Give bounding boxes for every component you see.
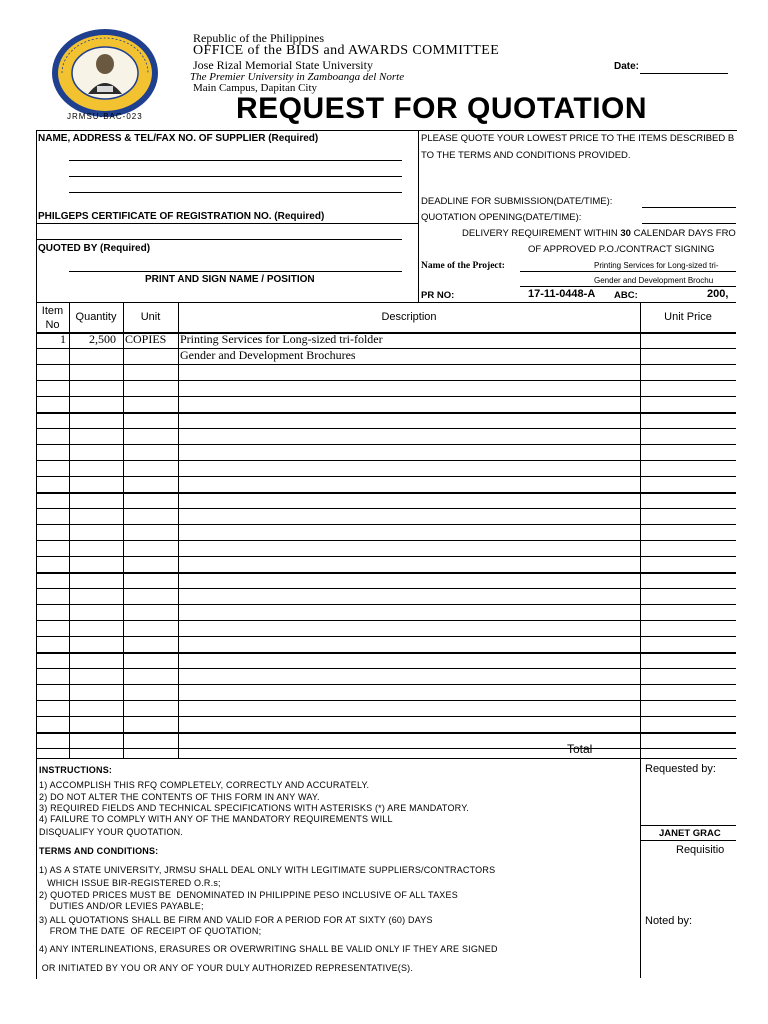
print-sign-label: PRINT AND SIGN NAME / POSITION [145,274,315,285]
philgeps-field[interactable] [36,223,418,224]
project-value-1: Printing Services for Long-sized tri- [594,261,719,270]
terms-line: WHICH ISSUE BIR-REGISTERED O.R.s; [39,878,221,888]
table-row [36,668,736,669]
delivery-requirement: DELIVERY REQUIREMENT WITHIN 30 CALENDAR DAYS FRO [462,228,736,239]
table-row [36,412,736,414]
header-unit: Unit [140,311,161,323]
form-code: JRMSU-BAC-023 [67,112,143,121]
terms-title: TERMS AND CONDITIONS: [39,846,159,856]
row1-item: 1 [60,332,66,346]
delivery-line2: OF APPROVED P.O./CONTRACT SIGNING [528,244,715,255]
terms-line: 1) AS A STATE UNIVERSITY, JRMSU SHALL DEAL ONLY WITH LEGITIMATE SUPPLIERS/CONTRACTORS [39,865,496,875]
table-row [36,492,736,494]
row1-quantity: 2,500 [89,332,116,346]
instruction-line: 4) FAILURE TO COMPLY WITH ANY OF THE MANDATORY REQUIREMENTS WILL [39,814,393,824]
header-unit-price: Unit Price [664,311,712,323]
col-line [178,302,179,758]
campus-line: Main Campus, Dapitan City [193,82,318,94]
table-row [36,652,736,654]
table-row [36,428,736,429]
total-label: Total [567,742,593,756]
row1-description: Printing Services for Long-sized tri-folder [180,332,383,346]
table-row [36,444,736,445]
pr-number: 17-11-0448-A [528,288,596,300]
table-row [36,364,736,365]
terms-line: 3) ALL QUOTATIONS SHALL BE FIRM AND VALID FOR A PERIOD FOR AT SIXTY (60) DAYS [39,915,433,925]
quoted-by-field[interactable] [69,271,402,272]
requested-by-label: Requested by: [645,763,716,775]
requester-role: Requisitio [676,844,725,856]
table-row [36,508,736,509]
university-seal-logo [50,28,160,118]
instruction-line: 3) REQUIRED FIELDS AND TECHNICAL SPECIFICATIONS WITH ASTERISKS (*) ARE MANDATORY. [39,803,469,813]
col-line [123,302,124,758]
table-row [36,620,736,621]
row2-description: Gender and Development Brochures [180,348,356,362]
document-title: REQUEST FOR QUOTATION [236,92,648,125]
abc-value: 200, [707,288,729,300]
university-name: Jose Rizal Memorial State University [193,58,373,72]
header-quantity: Quantity [75,311,117,323]
table-row [36,748,736,749]
supplier-name-field[interactable] [69,160,402,161]
instruction-line: 2) DO NOT ALTER THE CONTENTS OF THIS FORM IN ANY WAY. [39,792,320,802]
info-divider [418,130,419,302]
philgeps-label: PHILGEPS CERTIFICATE OF REGISTRATION NO. (Required) [38,211,325,222]
table-row [36,460,736,461]
table-row [36,396,736,397]
table-row [36,684,736,685]
instructions-title: INSTRUCTIONS: [39,765,113,775]
supplier-address-field[interactable] [69,176,402,177]
quote-intro-line2: TO THE TERMS AND CONDITIONS PROVIDED. [421,150,631,161]
instruction-line: 1) ACCOMPLISH THIS RFQ COMPLETELY, CORRECTLY AND ACCURATELY. [39,780,370,790]
philgeps-divider [36,239,402,240]
opening-field[interactable] [642,223,736,224]
table-row [36,700,736,701]
office-name: OFFICE of the BIDS and AWARDS COMMITTEE [193,43,500,58]
table-row [36,476,736,477]
table-row [36,556,736,557]
terms-line: 2) QUOTED PRICES MUST BE DENOMINATED IN PHILIPPINE PESO INCLUSIVE OF ALL TAXES [39,890,458,900]
items-table [36,302,736,758]
supplier-telfax-field[interactable] [69,192,402,193]
signatory-divider [640,758,641,978]
deadline-label: DEADLINE FOR SUBMISSION(DATE/TIME): [421,196,613,207]
project-label: Name of the Project: [421,261,505,271]
date-label: Date: [614,61,640,72]
table-row [36,524,736,525]
project-value-2: Gender and Development Brochu [594,276,714,285]
col-line [69,302,70,758]
table-row [36,348,736,349]
header-description: Description [381,311,437,323]
header-item-no: Item No [41,305,64,331]
pr-field-line [520,286,736,287]
table-top-border [36,302,736,303]
terms-line: DUTIES AND/OR LEVIES PAYABLE; [39,901,204,911]
col-line [36,302,37,758]
noted-by-label: Noted by: [645,915,693,927]
instruction-line: DISQUALIFY YOUR QUOTATION. [39,827,184,837]
row1-unit: COPIES [125,332,167,346]
republic-line: Republic of the Philippines [193,31,324,45]
quoted-by-label: QUOTED BY (Required) [38,243,151,254]
quote-intro-line1: PLEASE QUOTE YOUR LOWEST PRICE TO THE ITEMS DESCRIBED B [421,133,735,144]
pr-label: PR NO: [421,290,455,301]
supplier-name-label: NAME, ADDRESS & TEL/FAX NO. OF SUPPLIER (Required) [38,133,319,144]
table-row [36,636,736,637]
table-row [36,540,736,541]
delivery-days: 30 [620,228,631,239]
table-row [36,716,736,717]
university-tagline: The Premier University in Zamboanga del Norte [190,71,405,83]
table-row [36,732,736,734]
terms-line: FROM THE DATE OF RECEIPT OF QUOTATION; [39,926,262,936]
requester-signature-line [641,825,736,826]
project-field-line [520,271,736,272]
terms-line: OR INITIATED BY YOU OR ANY OF YOUR DULY AUTHORIZED REPRESENTATIVE(S). [39,963,414,973]
terms-line: 4) ANY INTERLINEATIONS, ERASURES OR OVERWRITING SHALL BE VALID ONLY IF THEY ARE SIGNED [39,944,498,954]
requester-name: JANET GRAC [659,828,721,839]
table-row [36,604,736,605]
date-field[interactable] [640,73,728,74]
deadline-field[interactable] [642,207,736,208]
table-row [36,380,736,381]
table-row [36,588,736,589]
opening-label: QUOTATION OPENING(DATE/TIME): [421,212,582,223]
col-line [640,302,641,758]
table-row [36,572,736,574]
abc-label: ABC: [614,290,638,301]
requester-name-underline [641,840,736,841]
